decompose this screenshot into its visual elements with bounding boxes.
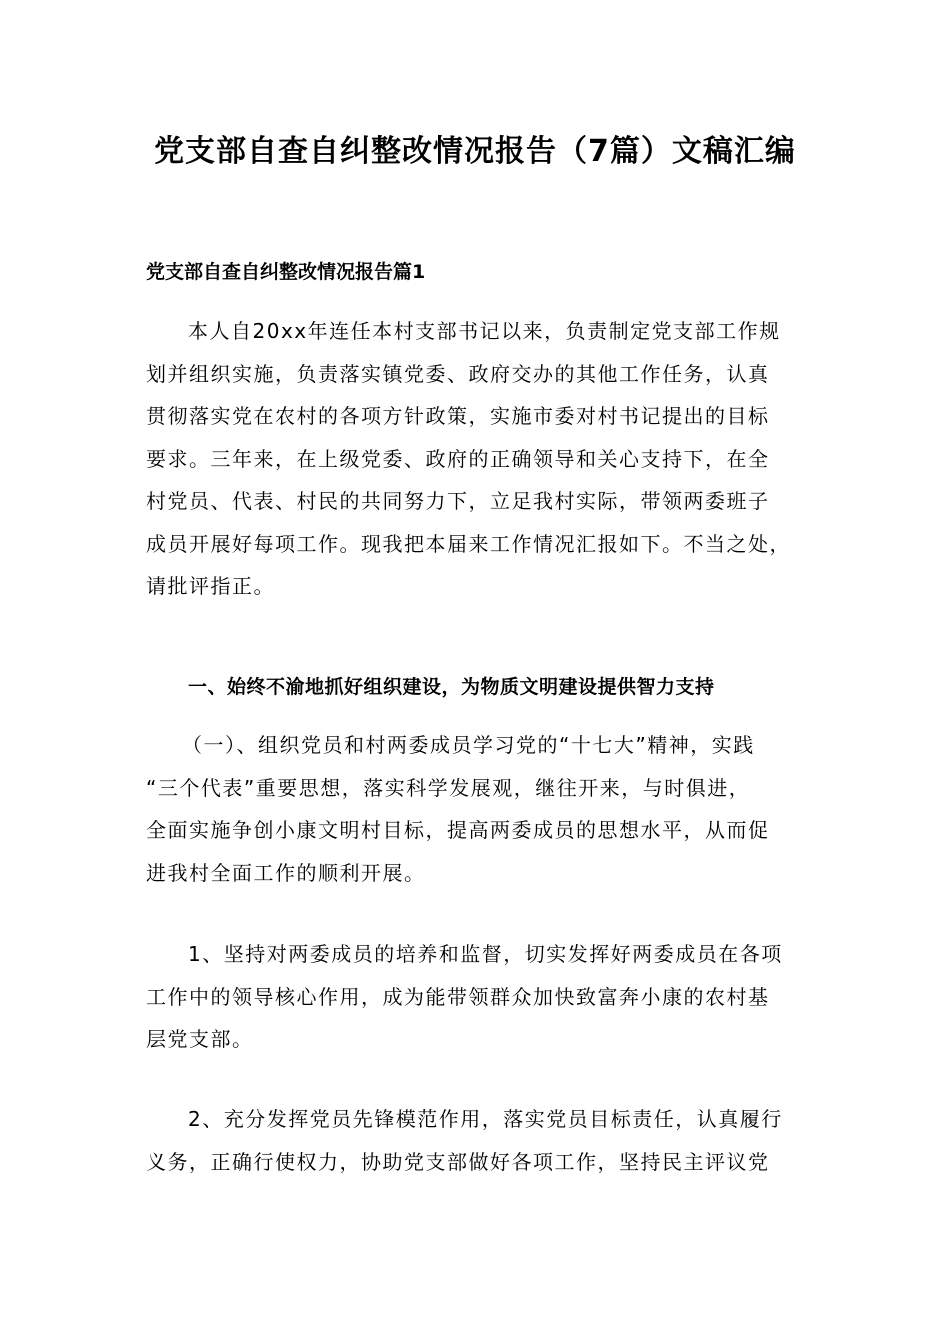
paragraph-line: 成员开展好每项工作。现我把本届来工作情况汇报如下。不当之处， [146, 531, 791, 556]
section-title: 党支部自查自纠整改情况报告篇1 [146, 261, 426, 283]
paragraph-line: 贯彻落实党在农村的各项方针政策，实施市委对村书记提出的目标 [146, 404, 770, 428]
paragraph-line: 全面实施争创小康文明村目标，提高两委成员的思想水平，从而促 [146, 818, 770, 842]
heading-1: 一、始终不渝地抓好组织建设，为物质文明建设提供智力支持 [188, 676, 715, 698]
paragraph-line: 层党支部。 [146, 1027, 254, 1051]
paragraph-line: 义务，正确行使权力，协助党支部做好各项工作，坚持民主评议党 [146, 1149, 770, 1174]
paragraph-line: 1、坚持对两委成员的培养和监督，切实发挥好两委成员在各项 [188, 942, 783, 966]
paragraph-1 [146, 310, 806, 608]
paragraph-line: 要求。三年来，在上级党委、政府的正确领导和关心支持下，在全 [146, 446, 770, 471]
paragraph-4 [146, 1098, 806, 1183]
paragraph-line: 村党员、代表、村民的共同努力下，立足我村实际，带领两委班子 [146, 489, 770, 513]
paragraph-line: 本人自20xx年连任本村支部书记以来，负责制定党支部工作规 [188, 319, 781, 343]
paragraph-line: 划并组织实施，负责落实镇党委、政府交办的其他工作任务，认真 [146, 361, 770, 386]
paragraph-line: 进我村全面工作的顺利开展。 [146, 860, 426, 885]
paragraph-2 [146, 724, 806, 894]
document-title: 党支部自查自纠整改情况报告（7篇）文稿汇编 [154, 134, 796, 169]
paragraph-3 [146, 933, 806, 1061]
paragraph-line: “三个代表”重要思想，落实科学发展观，继往开来，与时俱进， [146, 775, 751, 800]
paragraph-line: 请批评指正。 [146, 574, 275, 598]
paragraph-line: （一）、组织党员和村两委成员学习党的“十七大”精神，实践 [182, 733, 755, 757]
paragraph-line: 工作中的领导核心作用，成为能带领群众加快致富奔小康的农村基 [146, 984, 770, 1009]
paragraph-line: 2、充分发挥党员先锋模范作用，落实党员目标责任，认真履行 [188, 1107, 783, 1131]
